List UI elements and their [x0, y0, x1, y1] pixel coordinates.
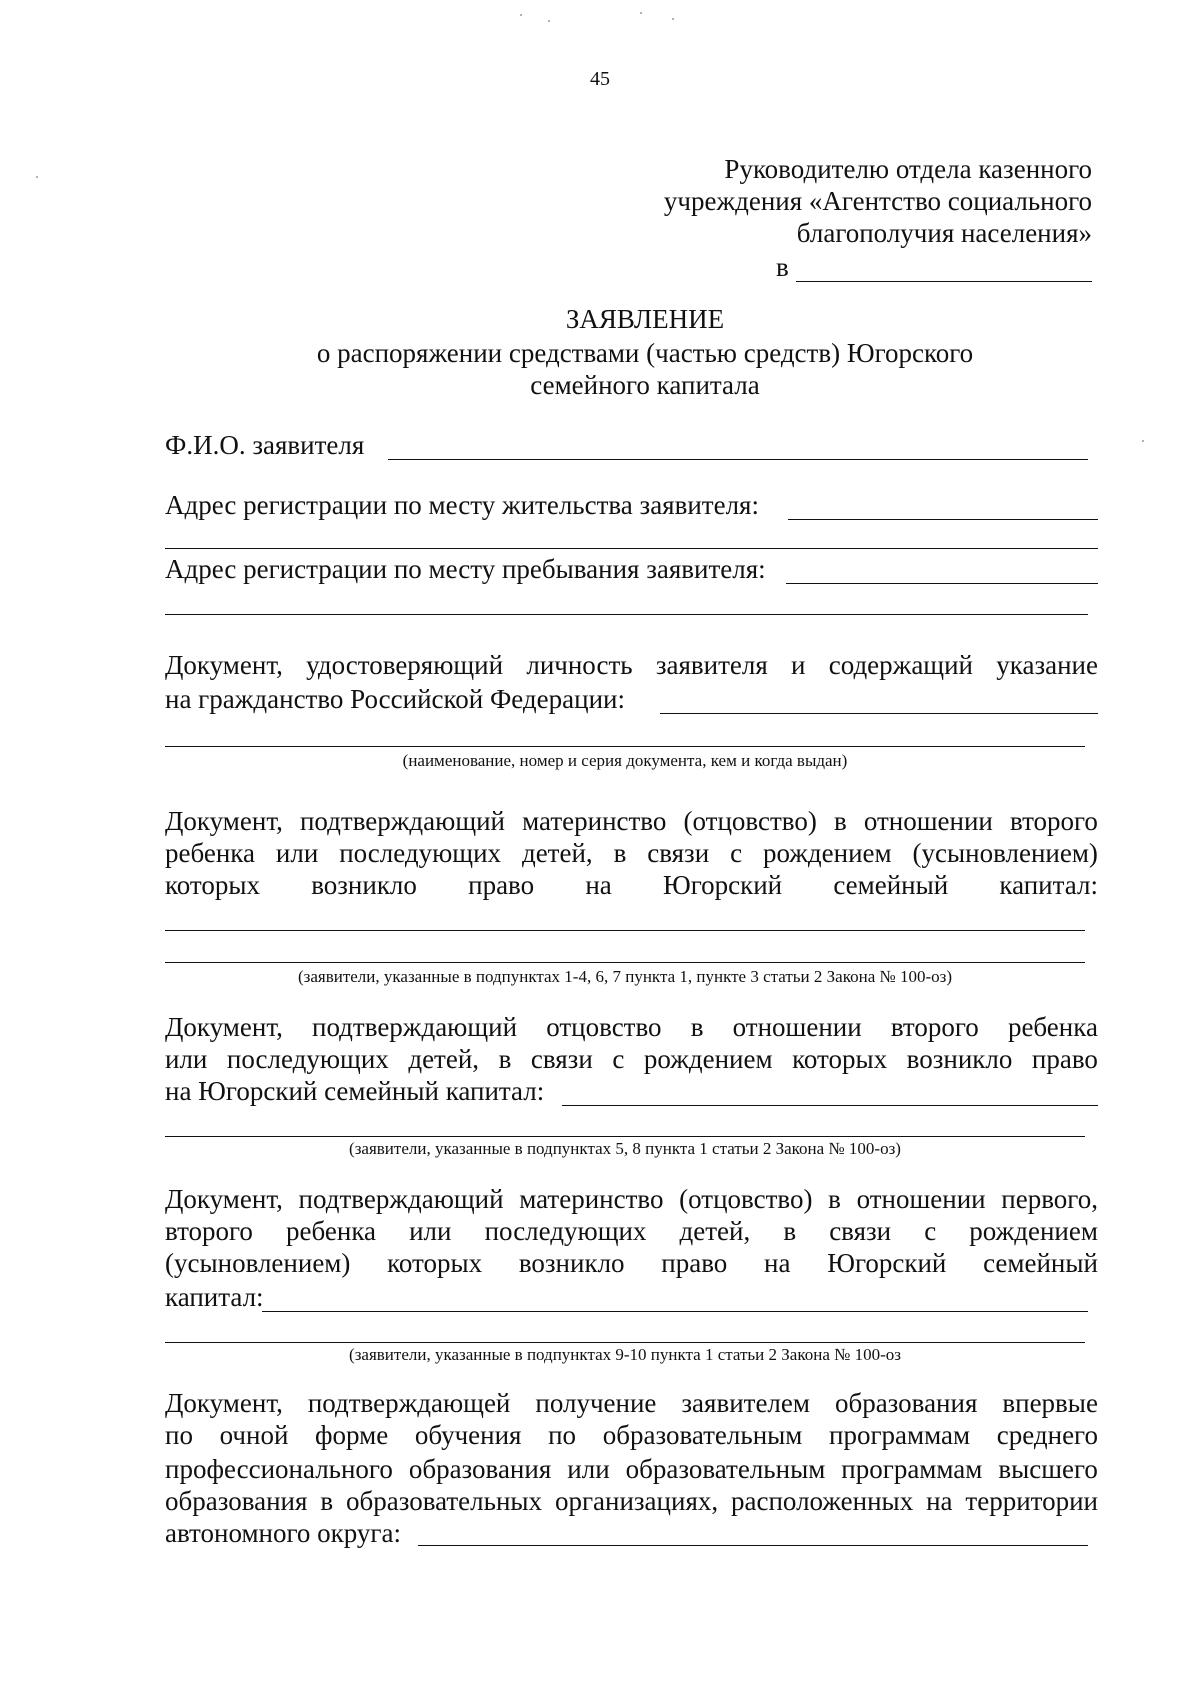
page-number: 45: [590, 68, 610, 90]
addr-residence-label: Адрес регистрации по месту жительства заявителя:: [165, 490, 759, 520]
word: в: [783, 1216, 797, 1246]
word: которых: [387, 1248, 483, 1278]
word: заявителя: [655, 650, 768, 680]
word: последующих: [484, 1216, 647, 1246]
first-child-doc-line-4: капитал:: [165, 1282, 264, 1312]
word: программам: [829, 1420, 971, 1450]
word: отношении: [856, 1184, 986, 1214]
word: обучения: [414, 1420, 522, 1450]
word: образовательных: [345, 1486, 543, 1516]
word: рождением: [762, 838, 892, 868]
word: второго: [890, 1012, 979, 1042]
word: (усыновлением): [912, 838, 1098, 868]
identity-doc-line-1: [165, 648, 1098, 682]
paternity-doc-line-3: на Югорский семейный капитал:: [165, 1076, 545, 1106]
word: Документ,: [165, 1388, 283, 1418]
word: личность: [526, 650, 633, 680]
addressee-line-2: учреждения «Агентство социального: [663, 186, 1092, 216]
word: Документ,: [165, 1184, 283, 1214]
maternity-doc-blank-2[interactable]: [165, 962, 1085, 963]
scan-speck: [672, 18, 674, 20]
word: и: [791, 650, 806, 680]
word: отношении: [732, 1012, 862, 1042]
word: семейный: [833, 870, 949, 900]
word: связи: [530, 1044, 593, 1074]
word: по: [548, 1420, 577, 1450]
word: указание: [996, 650, 1098, 680]
word: (отцовство): [683, 806, 817, 836]
education-doc-blank[interactable]: [418, 1545, 1088, 1546]
first-child-doc-blank[interactable]: [262, 1311, 1088, 1312]
word: последующих: [226, 1044, 389, 1074]
word: ребенка: [286, 1216, 377, 1246]
word: детей,: [679, 1216, 751, 1246]
word: или: [275, 838, 319, 868]
word: последующих: [339, 838, 502, 868]
education-doc-line-2: [165, 1418, 1098, 1452]
word: в: [613, 838, 627, 868]
word: в: [828, 1184, 841, 1214]
word: в: [320, 1486, 334, 1516]
word: отцовство: [546, 1012, 662, 1042]
maternity-doc-line-2: [165, 836, 1098, 870]
word: или: [165, 1044, 208, 1074]
paternity-doc-blank-2[interactable]: [165, 1136, 1085, 1137]
word: отношении: [863, 806, 993, 836]
word: с: [730, 838, 743, 868]
word: на: [926, 1486, 953, 1516]
word: территории: [965, 1486, 1098, 1516]
addr-residence-blank[interactable]: [788, 519, 1098, 520]
word: образования: [834, 1388, 978, 1418]
word: с: [612, 1044, 625, 1074]
word: организациях,: [554, 1486, 719, 1516]
education-doc-line-1: [165, 1386, 1098, 1420]
word: семейный: [983, 1248, 1098, 1278]
word: возникло: [311, 870, 417, 900]
scan-speck: [1142, 440, 1144, 442]
word: образования: [408, 1454, 552, 1484]
document-subtitle-1: о распоряжении средствами (частью средств) Югорского: [316, 338, 974, 368]
word: или: [567, 1454, 610, 1484]
addressee-line-3: благополучия населения»: [796, 218, 1092, 248]
addr-residence-blank-2[interactable]: [165, 548, 1098, 549]
word: Документ,: [165, 1012, 283, 1042]
word: по: [165, 1420, 193, 1450]
word: которых: [165, 870, 260, 900]
addressee-line-1: Руководителю отдела казенного: [724, 154, 1092, 184]
identity-doc-line-2: на гражданство Российской Федерации:: [165, 684, 625, 714]
word: которых: [792, 1044, 888, 1074]
maternity-doc-blank[interactable]: [165, 930, 1085, 931]
word: Югорский: [662, 870, 783, 900]
first-child-doc-line-3: [165, 1246, 1098, 1280]
word: связи: [647, 838, 710, 868]
word: Документ,: [165, 650, 283, 680]
word: право: [468, 870, 535, 900]
scan-speck: [520, 14, 522, 16]
scan-speck: [36, 176, 38, 178]
maternity-doc-line-1: [165, 804, 1098, 838]
word: материнство: [522, 806, 667, 836]
maternity-doc-line-3: [165, 868, 1098, 902]
word: образовательным: [625, 1454, 826, 1484]
word: очной: [219, 1420, 289, 1450]
addr-stay-blank[interactable]: [786, 583, 1098, 584]
word: (отцовство): [679, 1184, 813, 1214]
word: возникло: [906, 1044, 1013, 1074]
word: возникло: [518, 1248, 625, 1278]
identity-doc-blank[interactable]: [660, 713, 1098, 714]
word: связи: [829, 1216, 892, 1246]
maternity-doc-note: (заявители, указанные в подпунктах 1-4, 6, 7 пункта 1, пункте 3 статьи 2 Закона № 100-оз): [297, 967, 953, 986]
word: подтверждающий: [299, 806, 506, 836]
education-doc-line-3: [165, 1452, 1098, 1486]
word: образования: [165, 1486, 308, 1516]
word: (усыновлением): [165, 1248, 351, 1278]
word: ребенка: [165, 838, 255, 868]
word: высшего: [998, 1454, 1098, 1484]
word: содержащий: [828, 650, 973, 680]
scan-speck: [548, 20, 550, 22]
word: Югорский: [827, 1248, 947, 1278]
word: рождением: [643, 1044, 773, 1074]
word: подтверждающей: [307, 1388, 511, 1418]
document-title: ЗАЯВЛЕНИЕ: [565, 304, 725, 334]
paternity-doc-line-2: [165, 1042, 1098, 1076]
word: материнство: [519, 1184, 664, 1214]
identity-doc-blank-2[interactable]: [165, 746, 1085, 747]
first-child-doc-note: (заявители, указанные в подпунктах 9-10 пункта 1 статьи 2 Закона № 100-оз: [349, 1345, 901, 1364]
word: подтверждающий: [312, 1012, 518, 1042]
scan-speck: [640, 12, 642, 14]
addr-stay-blank-2[interactable]: [165, 614, 1088, 615]
first-child-doc-line-1: [165, 1182, 1098, 1216]
word: в: [833, 806, 847, 836]
word: Документ,: [165, 806, 283, 836]
identity-doc-note: (наименование, номер и серия документа, кем и когда выдан): [402, 751, 848, 770]
first-child-doc-blank-2[interactable]: [165, 1342, 1085, 1343]
word: расположенных: [731, 1486, 914, 1516]
word: заявителем: [681, 1388, 810, 1418]
word: право: [1031, 1044, 1098, 1074]
word: впервые: [1002, 1388, 1098, 1418]
word: второго: [1010, 806, 1098, 836]
addressee-prefix: в: [776, 252, 789, 282]
word: детей,: [408, 1044, 480, 1074]
education-doc-line-4: [165, 1484, 1098, 1518]
word: в: [690, 1012, 704, 1042]
word: форме: [315, 1420, 389, 1450]
word: право: [661, 1248, 728, 1278]
fio-label: Ф.И.О. заявителя: [165, 430, 365, 460]
word: получение: [535, 1388, 657, 1418]
education-doc-line-5: автономного округа:: [165, 1518, 401, 1548]
word: среднего: [996, 1420, 1098, 1450]
word: второго: [165, 1216, 253, 1246]
word: подтверждающий: [298, 1184, 504, 1214]
paternity-doc-note: (заявители, указанные в подпунктах 5, 8 пункта 1 статьи 2 Закона № 100-оз): [349, 1139, 901, 1158]
word: ребенка: [1007, 1012, 1098, 1042]
department-blank[interactable]: [796, 281, 1092, 282]
word: или: [409, 1216, 452, 1246]
document-subtitle-2: семейного капитала: [530, 370, 760, 400]
word: в: [498, 1044, 512, 1074]
word: капитал:: [999, 870, 1098, 900]
word: первого,: [1001, 1184, 1098, 1214]
word: рождением: [969, 1216, 1098, 1246]
paternity-doc-blank[interactable]: [562, 1105, 1098, 1106]
paternity-doc-line-1: [165, 1010, 1098, 1044]
first-child-doc-line-2: [165, 1214, 1098, 1248]
word: программам: [841, 1454, 983, 1484]
addr-stay-label: Адрес регистрации по месту пребывания заявителя:: [165, 554, 766, 584]
fio-blank[interactable]: [388, 459, 1088, 460]
word: на: [585, 870, 612, 900]
word: удостоверяющий: [306, 650, 504, 680]
word: образовательным: [602, 1420, 803, 1450]
word: на: [764, 1248, 791, 1278]
word: детей,: [521, 838, 593, 868]
word: профессионального: [165, 1454, 393, 1484]
word: с: [924, 1216, 937, 1246]
